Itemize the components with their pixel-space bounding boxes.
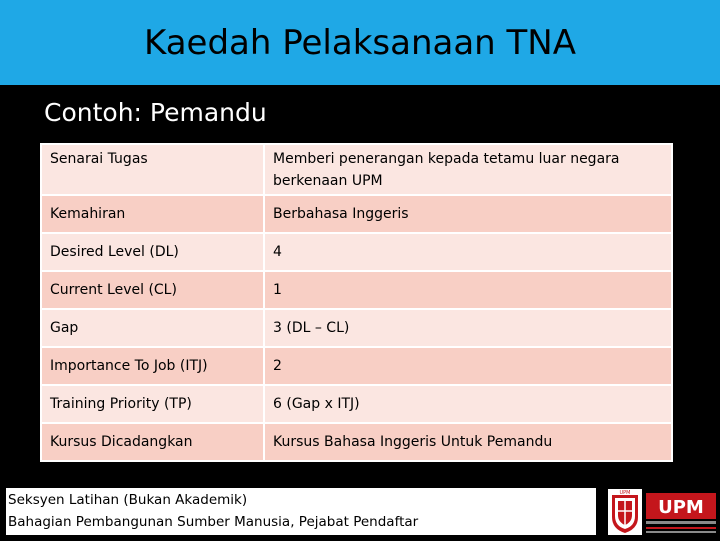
page-title: Kaedah Pelaksanaan TNA: [144, 22, 576, 63]
row-label: Kursus Dicadangkan: [41, 423, 264, 461]
row-value: 4: [264, 233, 672, 271]
row-value: 3 (DL – CL): [264, 309, 672, 347]
row-label: Current Level (CL): [41, 271, 264, 309]
row-label: Training Priority (TP): [41, 385, 264, 423]
row-label: Importance To Job (ITJ): [41, 347, 264, 385]
logo-text: UPM: [658, 497, 704, 518]
row-label: Kemahiran: [41, 195, 264, 233]
footer: [6, 488, 596, 535]
upm-logo: [606, 487, 718, 537]
row-label: Gap: [41, 309, 264, 347]
tna-table: [40, 143, 673, 462]
title-bar: [0, 0, 720, 85]
table-row: [41, 233, 672, 271]
footer-line-1: Seksyen Latihan (Bukan Akademik): [8, 492, 248, 508]
upm-logo-icon: [606, 487, 718, 537]
row-value: 1: [264, 271, 672, 309]
row-value: 2: [264, 347, 672, 385]
footer-line-2: Bahagian Pembangunan Sumber Manusia, Pejabat Pendaftar: [8, 514, 419, 530]
logo-small-text: UPM: [619, 490, 631, 496]
row-value: Kursus Bahasa Inggeris Untuk Pemandu: [264, 423, 672, 461]
table-row: [41, 385, 672, 423]
table-row: [41, 144, 672, 195]
row-value: Berbahasa Inggeris: [264, 195, 672, 233]
row-value: Memberi penerangan kepada tetamu luar negara berkenaan UPM: [264, 144, 672, 195]
table-row: [41, 271, 672, 309]
table-row: [41, 423, 672, 461]
table-row: [41, 347, 672, 385]
row-label: Desired Level (DL): [41, 233, 264, 271]
row-value: 6 (Gap x ITJ): [264, 385, 672, 423]
table-row: [41, 309, 672, 347]
row-label: Senarai Tugas: [41, 144, 264, 195]
subtitle: Contoh: Pemandu: [44, 98, 267, 127]
table-row: [41, 195, 672, 233]
